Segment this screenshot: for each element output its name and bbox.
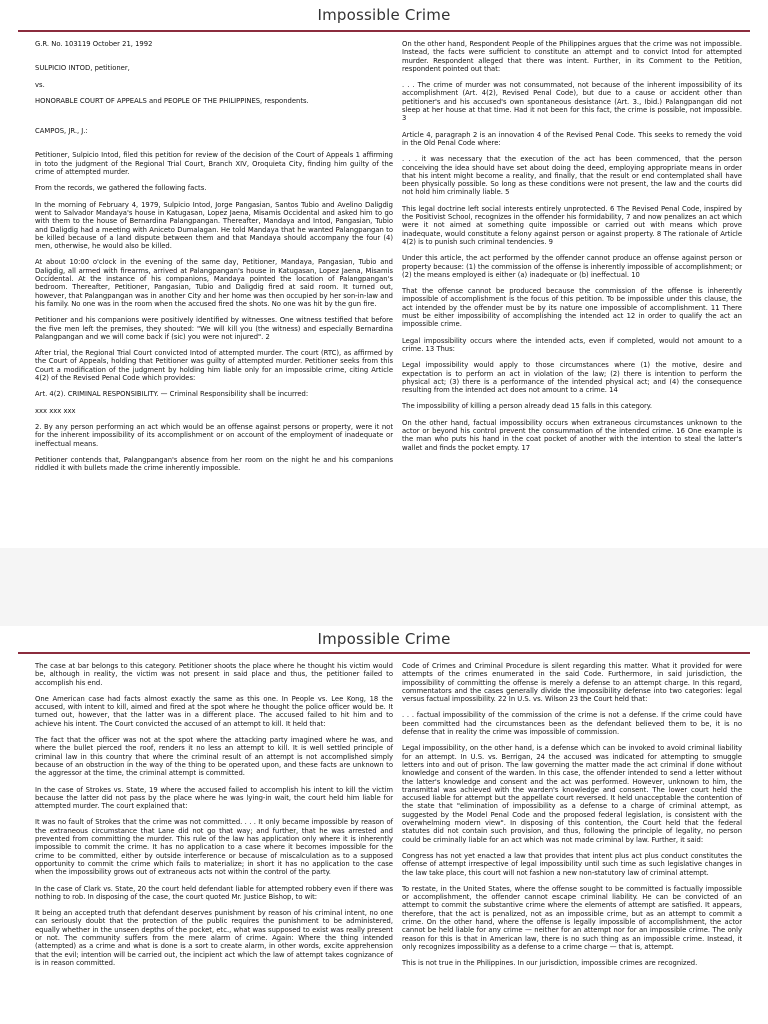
paragraph: Under this article, the act performed by the offender cannot produce an offense against person or property because: (1) the commission of the offense is inherently impossible of accomplishment; or (2) the means employed is either (a) inadequate or (b) ineffectual. 10 — [402, 254, 742, 279]
quoted-text: Legal impossibility would apply to those circumstances where (1) the motive, desire and expectation is to perform an act in violation of the law; (2) there is intention to perform the physical act; (3) there is a performance of the intended physical act; and (4) the consequence resulting from the intended act does not amount to a crime. 14 — [402, 361, 742, 395]
paragraph: This legal doctrine left social interests entirely unprotected. 6 The Revised Penal Code, inspired by the Positivist School, recognizes in the offender his formidability, 7 and now penalizes an act which were it not aimed at something quite impossible or carried out with means which prove inadequate, would constitute a felony against person or against property. 8 The rationale of Article 4(2) is to punish such criminal tendencies. 9 — [402, 204, 742, 246]
paragraph: Petitioner, Sulpicio Intod, filed this petition for review of the decision of the Court of Appeals 1 affirming in toto the judgment of the Regional Trial Court, Branch XIV, Oroquieta City, finding him guilty of the crime of attempted murder. — [35, 151, 393, 177]
paragraph: Legal impossibility occurs where the intended acts, even if completed, would not amount to a crime. 13 Thus: — [402, 336, 742, 353]
right-column — [402, 662, 742, 976]
ponente-line: CAMPOS, JR., J.: — [35, 127, 88, 136]
versus-line: vs. — [35, 80, 45, 89]
paragraph: This is not true in the Philippines. In our jurisdiction, impossible crimes are recognized. — [402, 959, 698, 968]
paragraph: After trial, the Regional Trial Court convicted Intod of attempted murder. The court (RTC), as affirmed by the Court of Appeals, holding that Petitioner was guilty of attempted murder. Petitioner seeks from this Court a modification of the judgment by holding him liable only for an impossible crime, citing Article 4(2) of the Revised Penal Code which provides: — [35, 349, 393, 383]
page-title: Impossible Crime — [317, 6, 451, 24]
document-page-2 — [0, 626, 768, 1024]
page-title: Impossible Crime — [317, 630, 451, 648]
paragraph: In the case of Strokes vs. State, 19 where the accused failed to accomplish his intent to kill the victim because the latter did not pass by the place where he was lying-in wait, the court held him liable for attempted murder. The court explained that: — [35, 785, 393, 811]
quoted-text: Congress has not yet enacted a law that provides that intent plus act plus conduct constitutes the offense of attempt irrespective of legal impossibility until such time as such legislative changes in the law take place, this court will not fashion a new non-statutory law of criminal attempt. — [402, 851, 742, 877]
paragraph: On the other hand, Respondent People of the Philippines argues that the crime was not impossible. Instead, the facts were sufficient to constitute an attempt and to convict Intod for attempted murder. Respondent alleged that there was intent. Further, in its Comment to the Petition, respondent pointed out that: — [402, 40, 742, 73]
paragraph: At about 10:00 o'clock in the evening of the same day, Petitioner, Mandaya, Pangasian, Tubio and Daligdig, all armed with firearms, arrived at Palangpangan's house in Katugasan, Lopez Jaena, Misamis Occidental. At the instance of his companions, Mandaya pointed the location of Palangpangan's bedroom. Thereafter, Petitioner, Pangasian, Tubio and Daligdig fired at said room. It turned out, however, that Palangpangan was in another City and her home was then occupied by her son-in-law and his family. No one was in the room when the accused fired the shots. No one was hit by the gun fire. — [35, 258, 393, 308]
left-column — [35, 40, 393, 480]
page-gap — [0, 548, 768, 626]
paragraph: In the morning of February 4, 1979, Sulpicio Intod, Jorge Pangasian, Santos Tubio and Avelino Daligdig went to Salvador Mandaya's house in Katugasan, Lopez Jaena, Misamis Occidental and asked him to go with them to the house of Bernardina Palangpangan. Thereafter, Mandaya and Intod, Pangasian, Tubio and Daligdig had a meeting with Aniceto Dumalagan. He told Mandaya that he wanted Palangpangan to be killed because of a land dispute between them and that Mandaya should accompany the four (4) men, otherwise, he would also be killed. — [35, 200, 393, 251]
right-column — [402, 40, 742, 460]
paragraph: On the other hand, factual impossibility occurs when extraneous circumstances unknown to the actor or beyond his control prevent the consummation of the intended crime. 16 One example is the man who puts his hand in the coat pocket of another with the intention to steal the latter's wallet and finds the pocket empty. 17 — [402, 418, 742, 452]
paragraph: That the offense cannot be produced because the commission of the offense is inherently impossible of accomplishment is the focus of this petition. To be impossible under this clause, the act intended by the offender must be by its nature one impossible of accomplishment. 11 There must be either impossibility of accomplishing the intended act 12 in order to qualify the act an impossible crime. — [402, 287, 742, 329]
title-divider — [18, 652, 750, 654]
case-number: G.R. No. 103119 October 21, 1992 — [35, 40, 153, 48]
paragraph: The impossibility of killing a person already dead 15 falls in this category. — [402, 402, 653, 411]
paragraph: From the records, we gathered the following facts. — [35, 184, 207, 193]
paragraph: Article 4, paragraph 2 is an innovation 4 of the Revised Penal Code. This seeks to remedy the void in the Old Penal Code where: — [402, 130, 742, 147]
ellipsis-line: xxx xxx xxx — [35, 406, 76, 415]
quoted-text: . . . factual impossibility of the commission of the crime is not a defense. If the crime could have been committed had the circumstances been as the defendant believed them to be, it is no defense that in reality the crime was impossible of commission. — [402, 711, 742, 737]
title-divider — [18, 30, 750, 32]
paragraph: To restate, in the United States, where the offense sought to be committed is factually impossible or accomplishment, the offender cannot escape criminal liability. He can be convicted of an attempt to commit the substantive crime where the elements of attempt are satisfied. It appears, therefore, that the act is penalized, not as an impossible crime, but as an attempt to commit a crime. On the other hand, where the offense is legally impossible of accomplishment, the actor cannot be held liable for any crime — neither for an attempt nor for an impossible crime. The only reason for this is that in American law, there is no such thing as an impossible crime. Instead, it only recognizes impossibility as a defense to a crime charge — that is, attempt. — [402, 884, 742, 951]
quoted-text: It being an accepted truth that defendant deserves punishment by reason of his criminal intent, no one can seriously doubt that the protection of the public requires the punishment to be administered, equally whether in the unseen depths of the pocket, etc., what was supposed to exist was really present or not. The community suffers from the mere alarm of crime. Again: Where the thing intended (attempted) as a crime and what is done is a sort to create alarm, in other words, excite apprehension that the evil; intention will be carried out, the incipient act which the law of attempt takes cognizance of is in reason committed. — [35, 909, 393, 967]
quoted-article: 2. By any person performing an act which would be an offense against persons or property, were it not for the inherent impossibility of its accomplishment or on account of the employment of inadequate or ineffectual means. — [35, 422, 393, 448]
paragraph: The case at bar belongs to this category. Petitioner shoots the place where he thought his victim would be, although in reality, the victim was not present in said place and thus, the petitioner failed to accomplish his end. — [35, 662, 393, 687]
petitioner-line: SULPICIO INTOD, petitioner, — [35, 64, 130, 73]
paragraph: Petitioner and his companions were positively identified by witnesses. One witness testified that before the five men left the premises, they shouted: "We will kill you (the witness) and especially Bernardina Palangpangan and we will come back if (sic) you were not injured". 2 — [35, 316, 393, 341]
left-column — [35, 662, 393, 975]
paragraph: One American case had facts almost exactly the same as this one. In People vs. Lee Kong, 18 the accused, with intent to kill, aimed and fired at the spot where he thought the police officer would be. It turned out, however, that the latter was in a different place. The accused failed to hit him and to achieve his intent. The Court convicted the accused of an attempt to kill. It held that: — [35, 694, 393, 728]
paragraph: Legal impossibility, on the other hand, is a defense which can be invoked to avoid criminal liability for an attempt. In U.S. vs. Berrigan, 24 the accused was indicated for attempting to smuggle letters into and out of prison. The law governing the matter made the act criminal if done without knowledge and consent of the warden. In this case, the offender intended to send a letter without the latter's knowledge and consent and the act was performed. However, unknown to him, the transmittal was achieved with the warden's knowledge and consent. The lower court held the accused liable for attempt but the appellate court reversed. It held unacceptable the contention of the state that "elimination of impossibility as a defense to a charge of criminal attempt, as suggested by the Model Penal Code and the proposed federal legislation, is consistent with the overwhelming modern view". In disposing of this contention, the Court held that the federal statutes did not contain such provision, and thus, following the principle of legality, no person could be criminally liable for an act which was not made criminal by law. Further, it said: — [402, 744, 742, 844]
quoted-article: Art. 4(2). CRIMINAL RESPONSIBILITY. — Criminal Responsibility shall be incurred: — [35, 390, 309, 399]
respondents-line: HONORABLE COURT OF APPEALS and PEOPLE OF THE PHILIPPINES, respondents. — [35, 96, 309, 105]
paragraph: Petitioner contends that, Palangpangan's absence from her room on the night he and his companions riddled it with bullets made the crime inherently impossible. — [35, 455, 393, 473]
quoted-text: . . . The crime of murder was not consummated, not because of the inherent impossibility of its accomplishment (Art. 4(2), Revised Penal Code), but due to a cause or accident other than petitioner's and his accused's own spontaneous desistance (Art. 3., Ibid.) Palangpangan did not sleep at her house at that time. Had it not been for this fact, the crime is possible, not impossible. 3 — [402, 81, 742, 123]
paragraph: Code of Crimes and Criminal Procedure is silent regarding this matter. What it provided for were attempts of the crimes enumerated in the said Code. Furthermore, in said jurisdiction, the impossibility of committing the offense is merely a defense to an attempt charge. In this regard, commentators and the cases generally divide the impossibility defense into two categories: legal versus factual impossibility. 22 In U.S. vs. Wilson 23 the Court held that: — [402, 662, 742, 704]
quoted-text: . . . it was necessary that the execution of the act has been commenced, that the person conceiving the idea should have set about doing the deed, employing appropriate means in order that his intent might become a reality, and finally, that the result or end contemplated shall have been physically possible. So long as these conditions were not present, the law and the courts did not hold him criminally liable. 5 — [402, 155, 742, 197]
quoted-text: It was no fault of Strokes that the crime was not committed. . . . It only became impossible by reason of the extraneous circumstance that Lane did not go that way; and further, that he was arrested and prevented from committing the murder. This rule of the law has application only where it is inherently impossible to commit the crime. It has no application to a case where it becomes impossible for the crime to be committed, either by outside interference or because of miscalculation as to a supposed opportunity to commit the crime which fails to materialize; in short it has no application to the case when the impossibility grows out of extraneous acts not within the control of the party. — [35, 818, 393, 877]
quoted-text: The fact that the officer was not at the spot where the attacking party imagined where he was, and where the bullet pierced the roof, renders it no less an attempt to kill. It is well settled principle of criminal law in this country that where the criminal result of an attempt is not accomplished simply because of an obstruction in the way of the thing to be operated upon, and these facts are unknown to the aggressor at the time, the criminal attempt is committed. — [35, 736, 393, 778]
paragraph: In the case of Clark vs. State, 20 the court held defendant liable for attempted robbery even if there was nothing to rob. In disposing of the case, the court quoted Mr. Justice Bishop, to wit: — [35, 884, 393, 901]
